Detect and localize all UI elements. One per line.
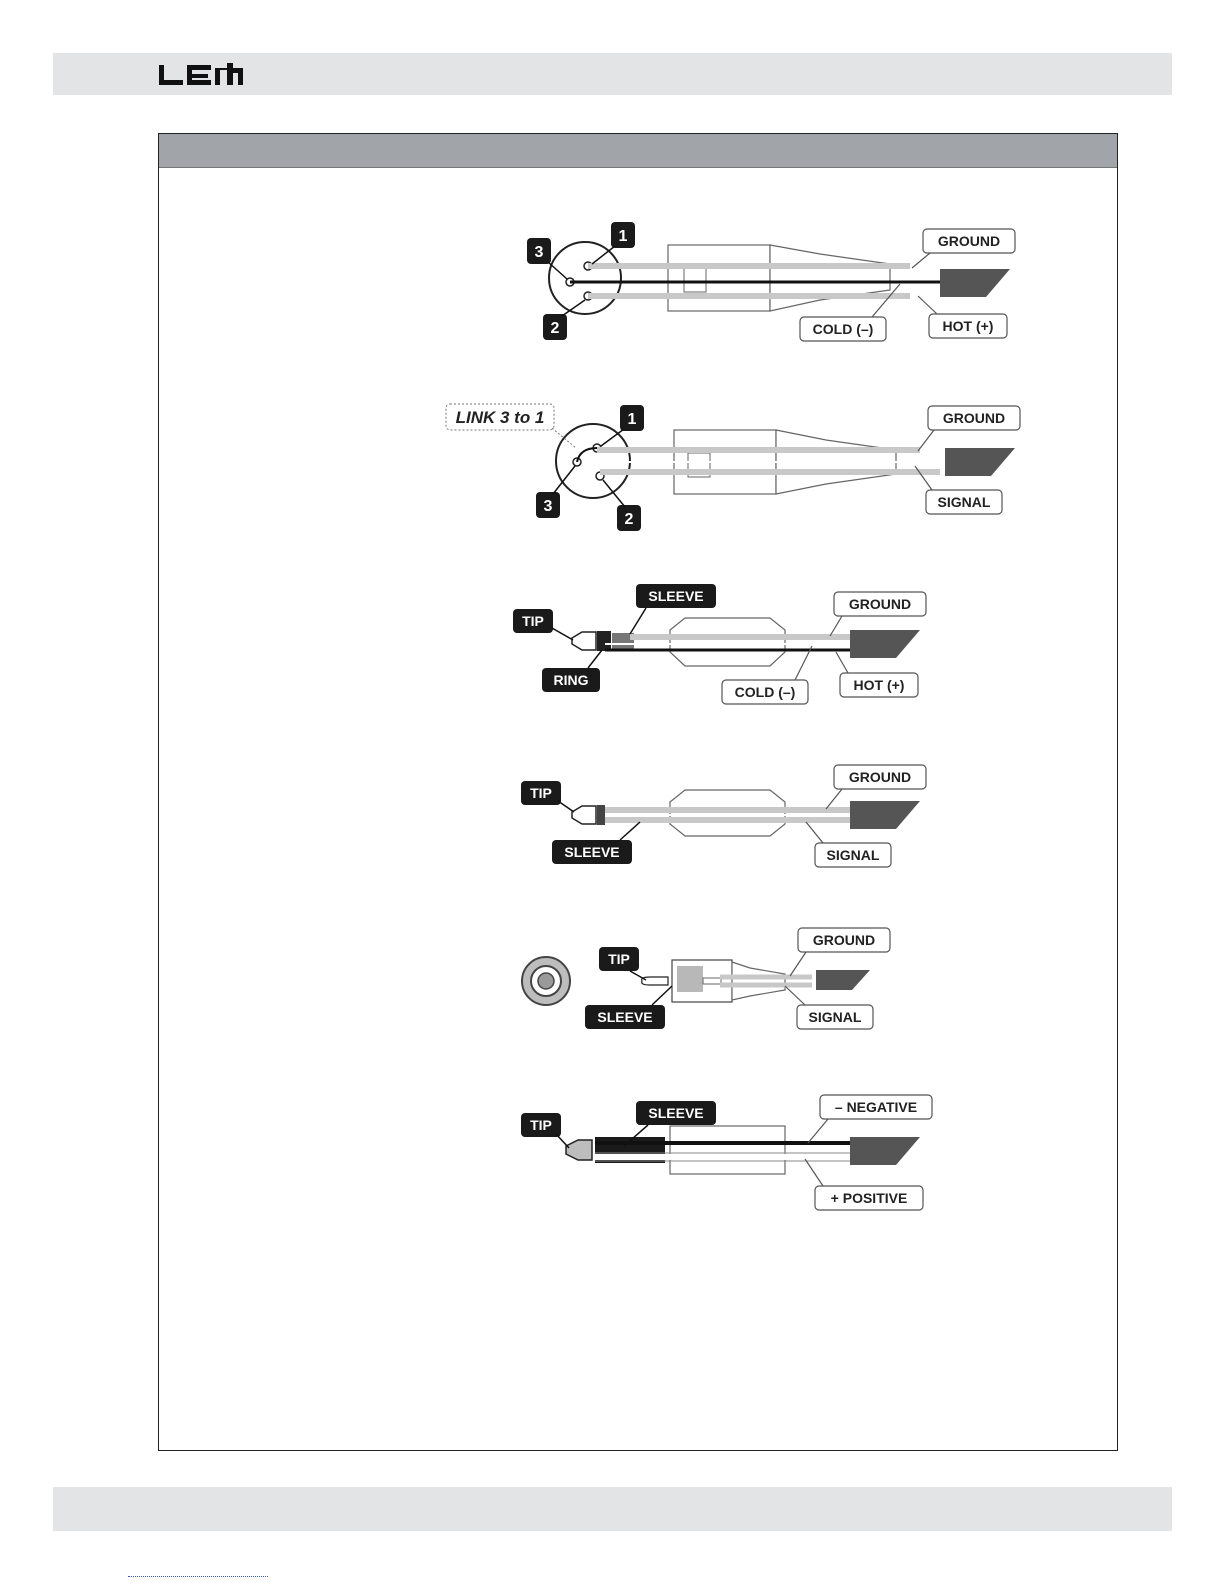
pin-1-label: 1 xyxy=(627,411,637,428)
tip-label: TIP xyxy=(530,785,552,801)
sleeve-label: SLEEVE xyxy=(597,1009,653,1025)
ring-label: RING xyxy=(553,672,589,688)
signal-label: SIGNAL xyxy=(826,847,880,863)
ground-label: GROUND xyxy=(942,410,1006,426)
ts-unbalanced-diagram xyxy=(521,765,926,867)
page-link-underline[interactable] xyxy=(128,1576,268,1578)
pin-2-label: 2 xyxy=(624,511,634,528)
tip-label: TIP xyxy=(608,951,630,967)
xlr-balanced-diagram xyxy=(527,222,1015,341)
pin-2-label: 2 xyxy=(550,320,560,337)
cold-label: COLD (–) xyxy=(812,321,874,337)
ground-label: GROUND xyxy=(937,233,1001,249)
signal-label: SIGNAL xyxy=(808,1009,862,1025)
ground-label: GROUND xyxy=(848,769,912,785)
link-note: LINK 3 to 1 xyxy=(455,408,545,427)
ground-label: GROUND xyxy=(812,932,876,948)
ground-label: GROUND xyxy=(848,596,912,612)
hot-label: HOT (+) xyxy=(853,677,905,693)
signal-label: SIGNAL xyxy=(937,494,991,510)
tip-label: TIP xyxy=(522,613,544,629)
footer-bar xyxy=(53,1487,1172,1531)
pin-3-label: 3 xyxy=(534,244,544,261)
rca-diagram xyxy=(522,928,890,1029)
cold-label: COLD (–) xyxy=(734,684,796,700)
pin-1-label: 1 xyxy=(618,228,628,245)
tip-label: TIP xyxy=(530,1117,552,1133)
trs-balanced-diagram xyxy=(513,584,926,704)
speaker-jack-diagram xyxy=(521,1095,932,1210)
positive-label: + POSITIVE xyxy=(830,1190,908,1206)
negative-label: – NEGATIVE xyxy=(834,1099,918,1115)
pin-3-label: 3 xyxy=(543,498,553,515)
xlr-unbalanced-diagram xyxy=(446,404,1020,531)
sleeve-label: SLEEVE xyxy=(648,588,704,604)
sleeve-label: SLEEVE xyxy=(564,844,620,860)
hot-label: HOT (+) xyxy=(942,318,994,334)
sleeve-label: SLEEVE xyxy=(648,1105,704,1121)
